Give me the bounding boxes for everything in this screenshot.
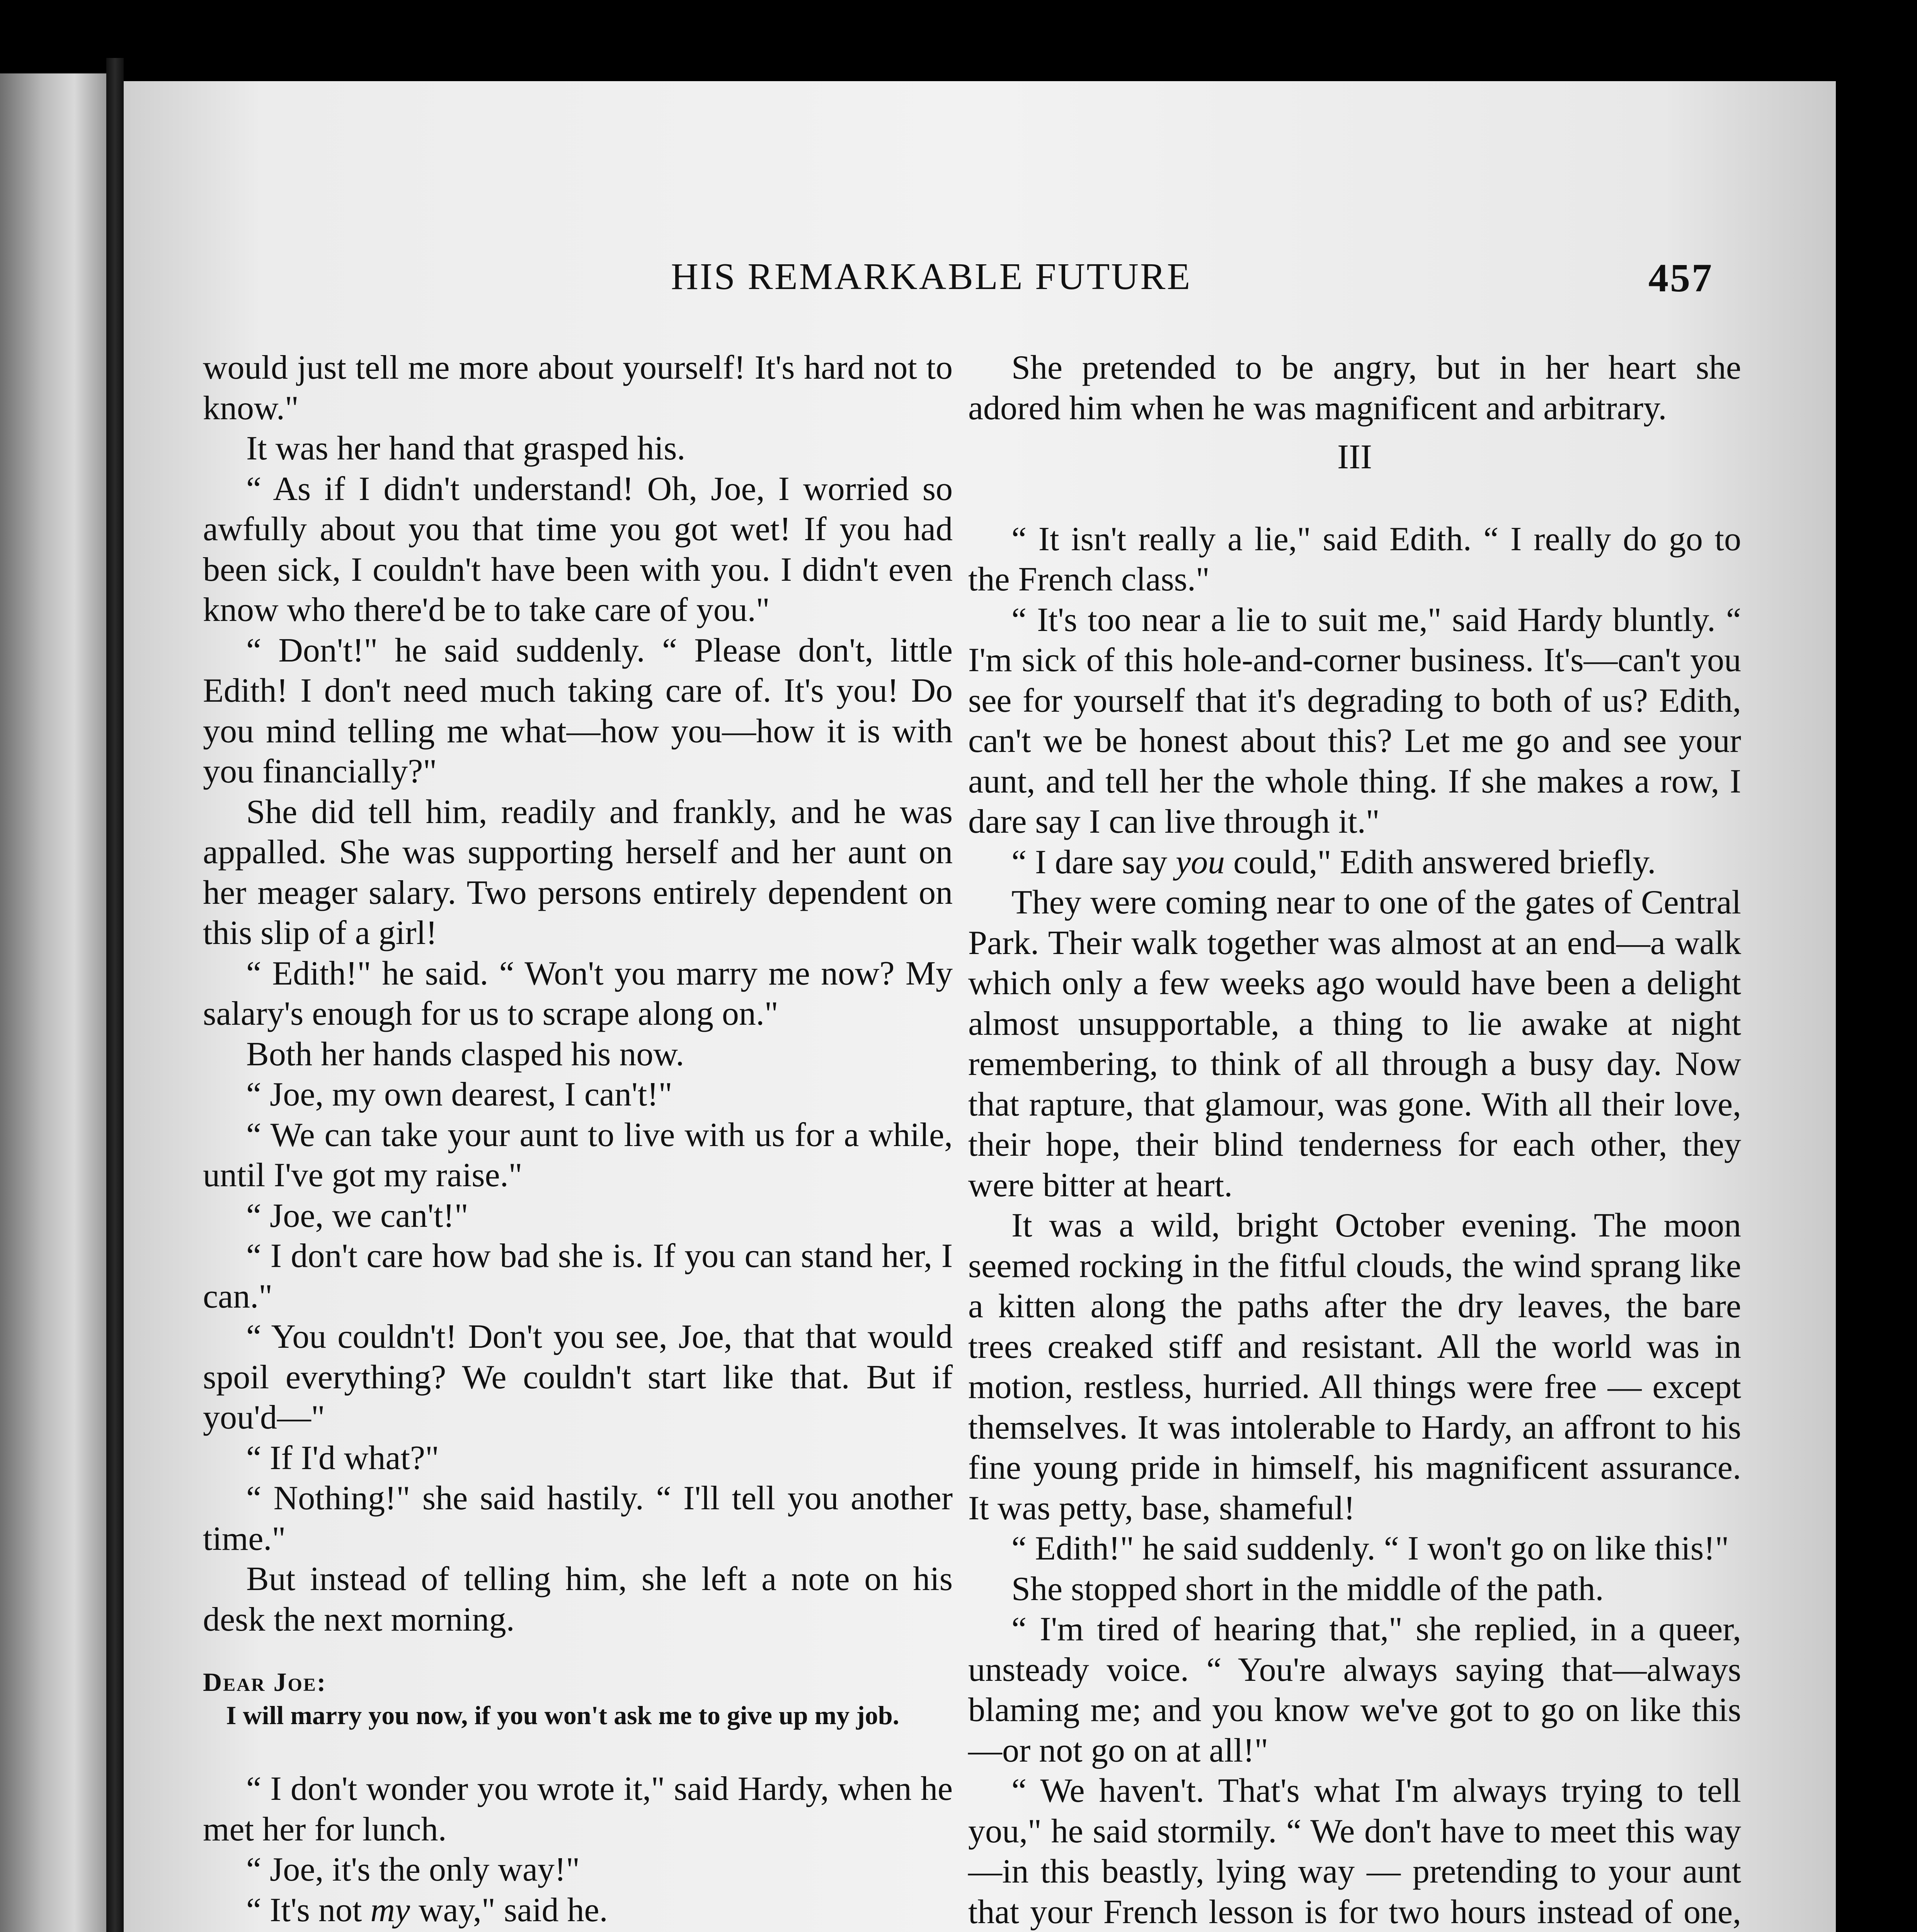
- paragraph: But instead of telling him, she left a note on his desk the next morning.: [203, 1560, 953, 1638]
- paragraph: It was her hand that grasped his.: [246, 430, 686, 467]
- paragraph: “ Joe, we can't!": [246, 1197, 468, 1235]
- paragraph: “ You couldn't! Don't you see, Joe, that that would spoil everything? We couldn't start like that. But if you'd—": [203, 1318, 953, 1436]
- text-run: way," said he.: [410, 1891, 608, 1929]
- paragraph: “ We haven't. That's what I'm always trying to tell you," he said stormily. “ We don't have to meet this way—in this beastly, lying way — pretending to your aunt that your French lesson is for two hours instead of one,: [968, 1772, 1741, 1931]
- book-gutter: [106, 58, 124, 1932]
- paragraph: [203, 1930, 953, 1932]
- paragraph: Both her hands clasped his now.: [246, 1035, 684, 1073]
- book-page: [124, 81, 1836, 1932]
- page-header: [124, 255, 1836, 309]
- paragraph: “ We can take your aunt to live with us for a while, until I've got my raise.": [203, 1116, 953, 1194]
- paragraph: They were coming near to one of the gates of Central Park. Their walk together was almost at an end—a walk which only a few weeks ago would have been a delight almost unsupportable, a thing to lie awake at night remembering, to think of all through a busy day. Now that rapture, that glamour, was gone. With all their love, their hope, their blind tenderness for each other, they were bitter at heart.: [968, 884, 1741, 1204]
- paragraph: “ Edith!" he said suddenly. “ I won't go on like this!": [1011, 1530, 1729, 1567]
- paragraph: She pretended to be angry, but in her heart she adored him when he was magnificent and arbitrary.: [968, 349, 1741, 427]
- paragraph: “ Edith!" he said. “ Won't you marry me now? My salary's enough for us to scrape along on.": [203, 954, 953, 1032]
- emphasis: my: [370, 1891, 410, 1929]
- paragraph: “ Don't!" he said suddenly. “ Please don't, little Edith! I don't need much taking care of. It's you! Do you mind telling me what—how you—how it is with you financially?": [203, 631, 953, 790]
- text-run: “ I dare say: [1011, 843, 1176, 881]
- paragraph: “ Joe, my own dearest, I can't!": [246, 1076, 672, 1113]
- paragraph: would just tell me more about yourself! It's hard not to know.": [203, 349, 953, 427]
- note-body: I will marry you now, if you won't ask me to give up my job.: [226, 1701, 899, 1730]
- page-number: 457: [1648, 256, 1713, 300]
- paragraph: “ Joe, it's the only way!": [246, 1851, 580, 1888]
- emphasis: you: [1176, 843, 1225, 881]
- paragraph: [968, 842, 1741, 883]
- paragraph: “ I don't care how bad she is. If you can stand her, I can.": [203, 1237, 953, 1315]
- paragraph: “ Nothing!" she said hastily. “ I'll tell you another time.": [203, 1480, 953, 1558]
- paragraph: “ As if I didn't understand! Oh, Joe, I worried so awfully about you that time you got wet! If you had been sick, I couldn't have been with you. I didn't even know who there'd be to take care of you.": [203, 470, 953, 629]
- section-heading: III: [1337, 438, 1372, 476]
- text-run: “ It's not: [246, 1891, 371, 1929]
- paragraph: “ I'm tired of hearing that," she replied, in a queer, unsteady voice. “ You're always saying that—always blaming me; and you know we've got to go on like this—or not go on at all!": [968, 1611, 1741, 1769]
- paragraph: [203, 1890, 953, 1931]
- paragraph: She did tell him, readily and frankly, and he was appalled. She was supporting herself and her aunt on her meager salary. Two persons entirely dependent on this slip of a girl!: [203, 793, 953, 952]
- paragraph: It was a wild, bright October evening. The moon seemed rocking in the fitful clouds, the wind sprang like a kitten along the paths after the dry leaves, the bare trees creaked stiff and resistant. All the world was in motion, restless, hurried. All things were free — except themselves. It was intolerable to Hardy, an affront to his fine young pride in himself, his magnificent assurance. It was petty, base, shameful!: [968, 1207, 1741, 1527]
- paragraph: “ If I'd what?": [246, 1439, 439, 1477]
- facing-page-edge: [0, 73, 106, 1932]
- paragraph: “ I don't wonder you wrote it," said Hardy, when he met her for lunch.: [203, 1770, 953, 1848]
- text-run: could," Edith answered briefly.: [1225, 843, 1656, 881]
- paragraph: She stopped short in the middle of the path.: [1011, 1570, 1604, 1608]
- note-salutation: Dear Joe:: [203, 1667, 327, 1697]
- right-column: [968, 348, 1741, 1932]
- paragraph: “ It isn't really a lie," said Edith. “ I really do go to the French class.": [968, 520, 1741, 598]
- left-column: [203, 348, 953, 1932]
- paragraph: “ It's too near a lie to suit me," said Hardy bluntly. “ I'm sick of this hole-and-corner business. It's—can't you see for yourself that it's degrading to both of us? Edith, can't we be honest about this? Let me go and see your aunt, and tell her the whole thing. If she makes a row, I dare say I can live through it.": [968, 601, 1741, 840]
- running-title: HIS REMARKABLE FUTURE: [671, 256, 1192, 298]
- handwritten-note: [203, 1665, 953, 1732]
